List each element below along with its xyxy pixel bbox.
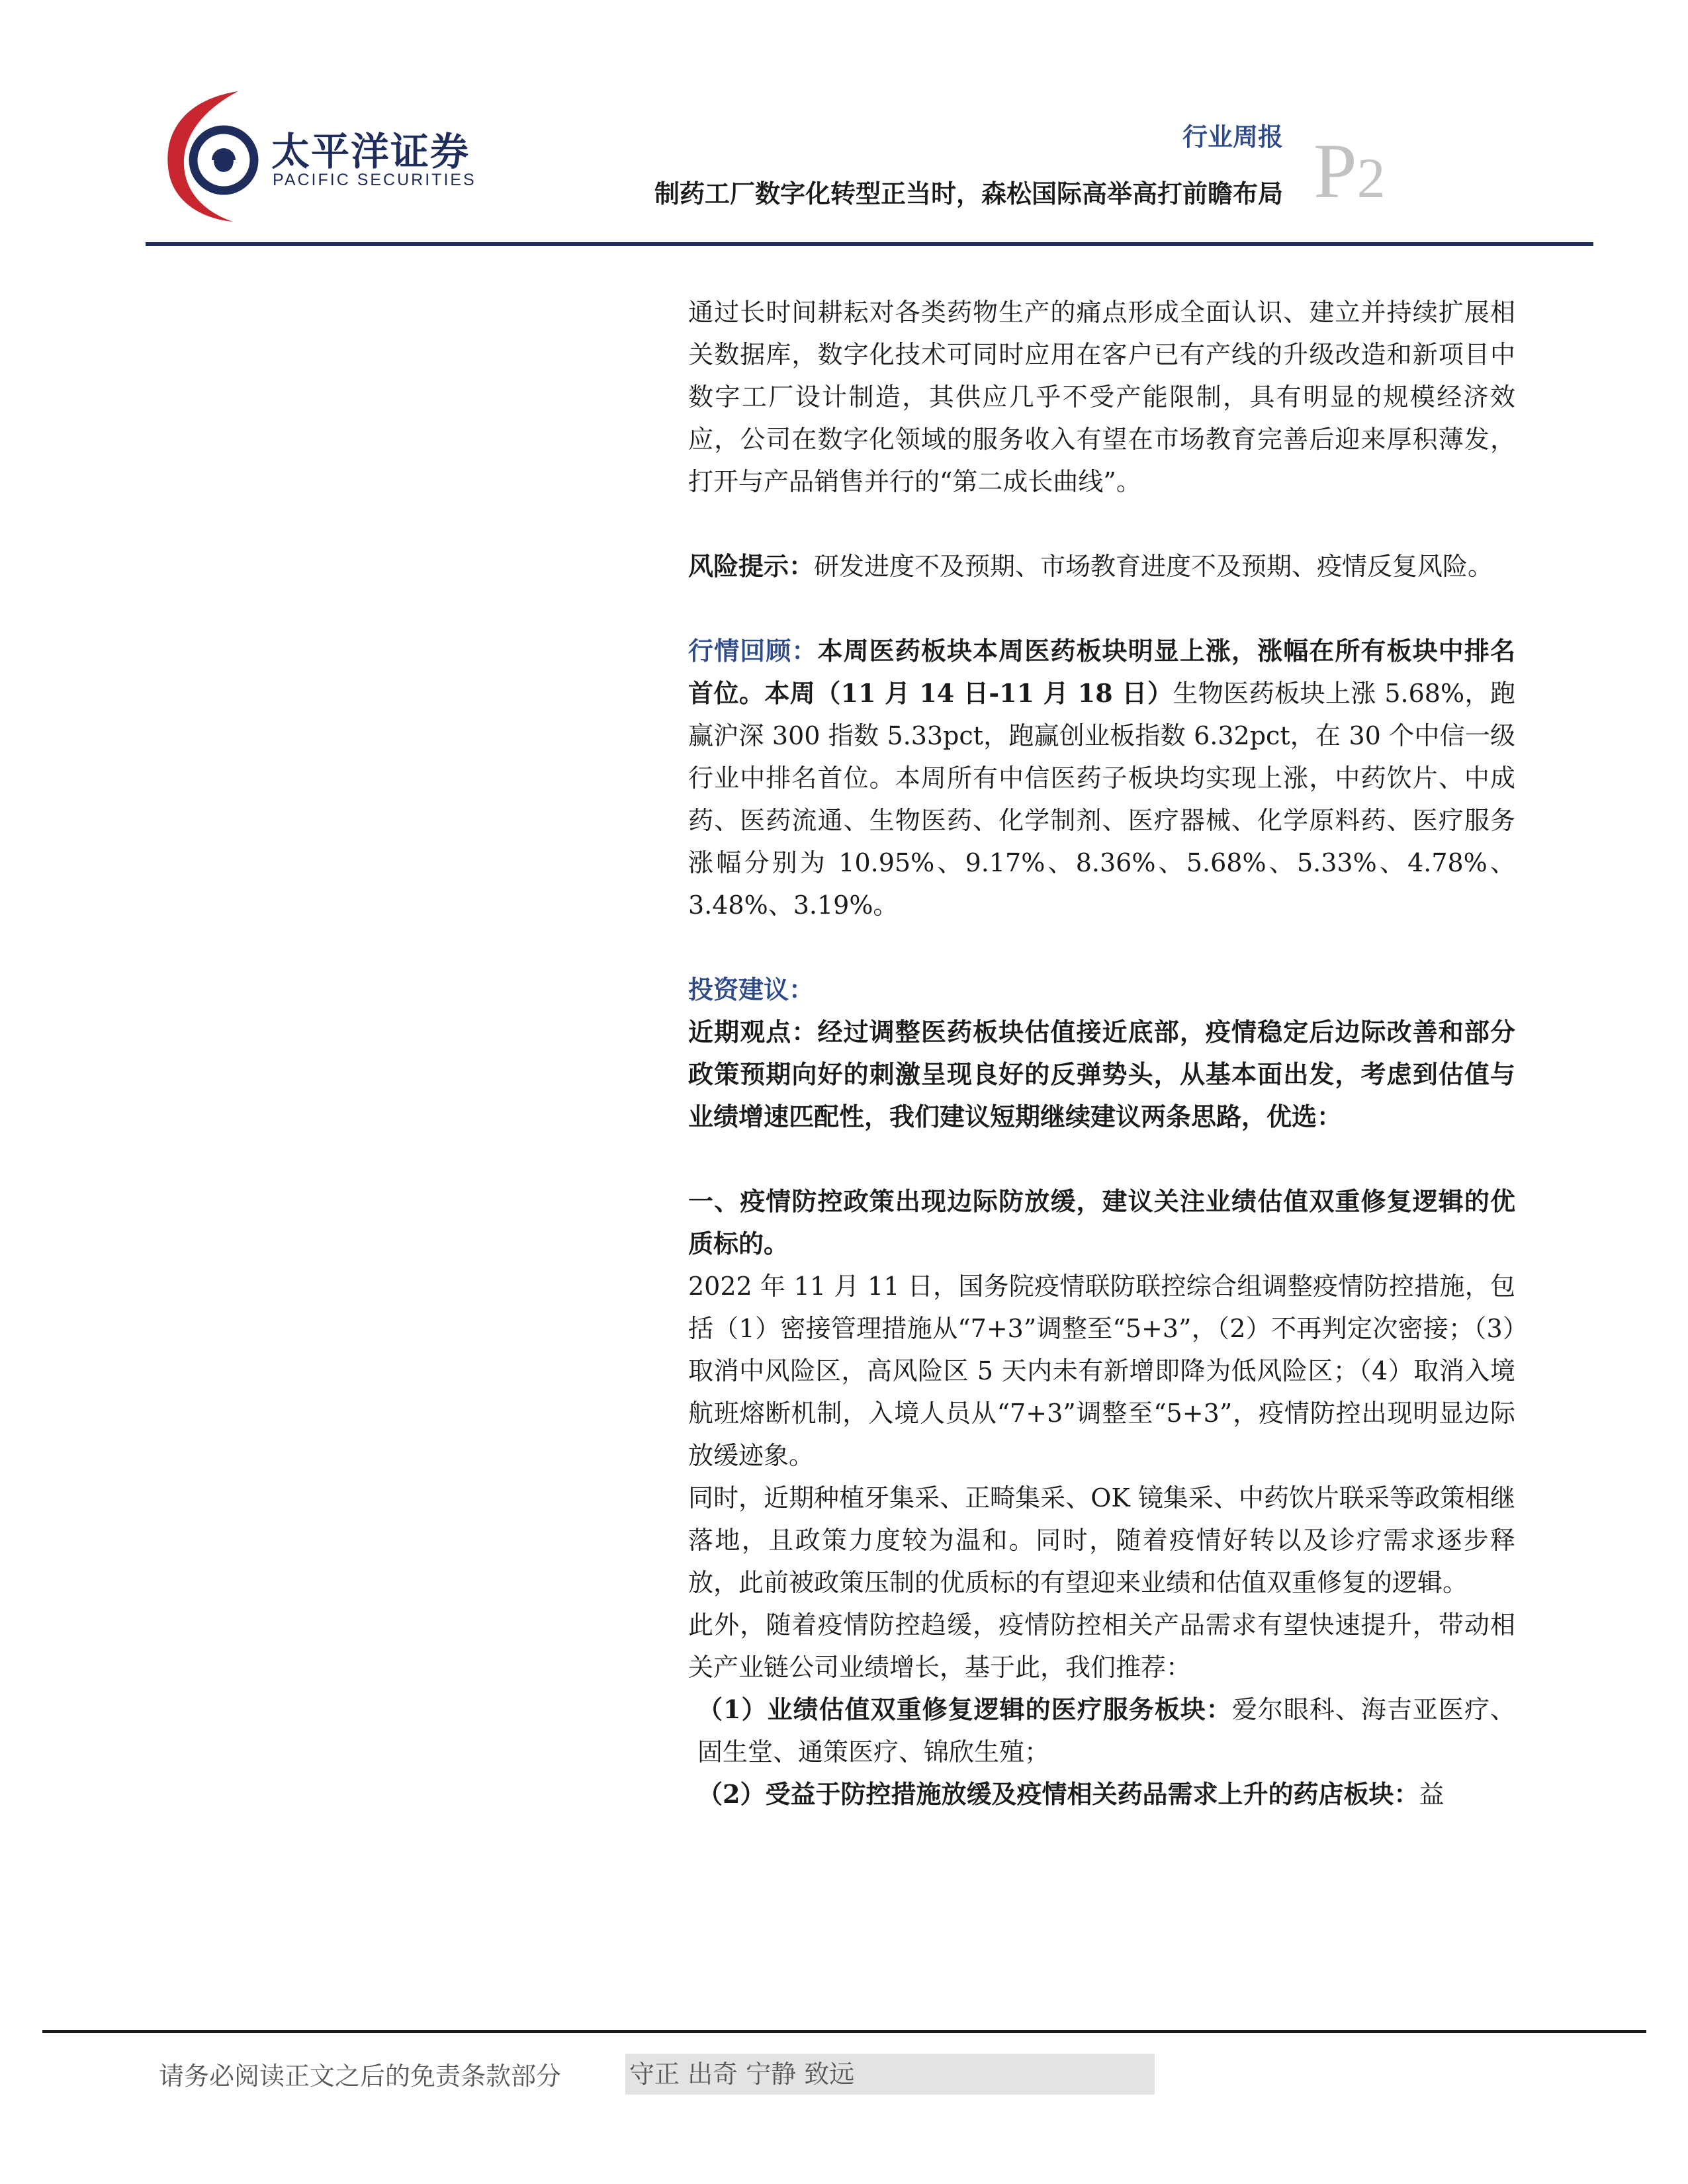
investment-advice-heading: 投资建议： [688,975,815,1004]
footer-disclaimer: 请务必阅读正文之后的免责条款部分 [159,2062,562,2091]
risk-paragraph [688,545,1515,588]
pick-two-text: 益 [1419,1780,1444,1809]
page-digit: 2 [1356,146,1386,210]
market-review-text: 生物医药板块上涨 5.68%，跑赢沪深 300 指数 5.33pct，跑赢创业板指数 6.32pct，在 30 个中信一级行业中排名首位。本周所有中信医药子板块均实现上涨，中药饮片、中成药、医药流通、生物医药、化学制剂、医疗器械、化学原料药、医疗服务涨幅分别为 10.95%、9.17%、8.36%、5.68%、5.33%、4.78%、3.48%、3.19%。 [688,679,1515,920]
footer-motto: 守正 出奇 宁静 致远 [625,2054,1155,2095]
pick-two-paragraph [688,1773,1515,1815]
page-letter: P [1313,128,1357,214]
policy-paragraph: 2022 年 11 月 11 日，国务院疫情联防联控综合组调整疫情防控措施，包括（1）密接管理措施从“7+3”调整至“5+3”，（2）不再判定次密接；（3）取消中风险区，高风险区 5 天内未有新增即降为低风险区；（4）取消入境航班熔断机制，入境人员从“7+3”调整至“5+3”，疫情防控出现明显边际放缓迹象。 [688,1272,1515,1470]
demand-paragraph: 此外，随着疫情防控趋缓，疫情防控相关产品需求有望快速提升，带动相关产业链公司业绩增长，基于此，我们推荐： [688,1610,1515,1682]
pick-one-text: 爱尔眼科、海吉亚医疗、固生堂、通策医疗、锦欣生殖； [697,1695,1515,1767]
footer-divider [42,2030,1646,2033]
pick-two-label: （2）受益于防控措施放缓及疫情相关药品需求上升的药店板块： [697,1779,1419,1809]
market-review-paragraph [688,630,1515,926]
company-logo [159,86,490,225]
procurement-paragraph: 同时，近期种植牙集采、正畸集采、OK 镜集采、中药饮片联采等政策相继落地，且政策力度较为温和。同时，随着疫情好转以及诊疗需求逐步释放，此前被政策压制的优质标的有望迎来业绩和估值双重修复的逻辑。 [688,1483,1515,1597]
brand-name-cn: 太平洋证券 [271,129,470,174]
recent-view-paragraph: 近期观点：经过调整医药板块估值接近底部，疫情稳定后边际改善和部分政策预期向好的刺激呈现良好的反弹势头，从基本面出发，考虑到估值与业绩增速匹配性，我们建议短期继续建议两条思路，优选： [688,1017,1515,1131]
intro-paragraph: 通过长时间耕耘对各类药物生产的痛点形成全面认识、建立并持续扩展相关数据库，数字化技术可同时应用在客户已有产线的升级改造和新项目中数字工厂设计制造，其供应几乎不受产能限制，具有明显的规模经济效应，公司在数字化领域的服务收入有望在市场教育完善后迎来厚积薄发，打开与产品销售并行的“第二成长曲线”。 [688,298,1515,496]
report-body [688,291,1515,1815]
risk-label: 风险提示： [688,551,815,581]
report-type: 行业周报 [1182,122,1283,152]
pacific-securities-logo-icon [159,86,271,225]
market-review-label: 行情回顾： [688,636,818,666]
page-number [1313,128,1386,214]
header-divider [146,242,1593,246]
pick-one-label: （1）业绩估值双重修复逻辑的医疗服务板块： [697,1694,1232,1724]
risk-text: 研发进度不及预期、市场教育进度不及预期、疫情反复风险。 [814,552,1493,581]
pick-one-paragraph [688,1688,1515,1773]
section-one-heading: 一、疫情防控政策出现边际防放缓，建议关注业绩估值双重修复逻辑的优质标的。 [688,1186,1515,1258]
brand-name-en: PACIFIC SECURITIES [273,171,476,189]
market-review-bold: 本周医药板块本周医药板块明显上涨，涨幅在所有板块中排名首位。本周（11 月 14 日-11 月 18 日） [688,636,1515,708]
report-title: 制药工厂数字化转型正当时，森松国际高举高打前瞻布局 [654,179,1283,208]
